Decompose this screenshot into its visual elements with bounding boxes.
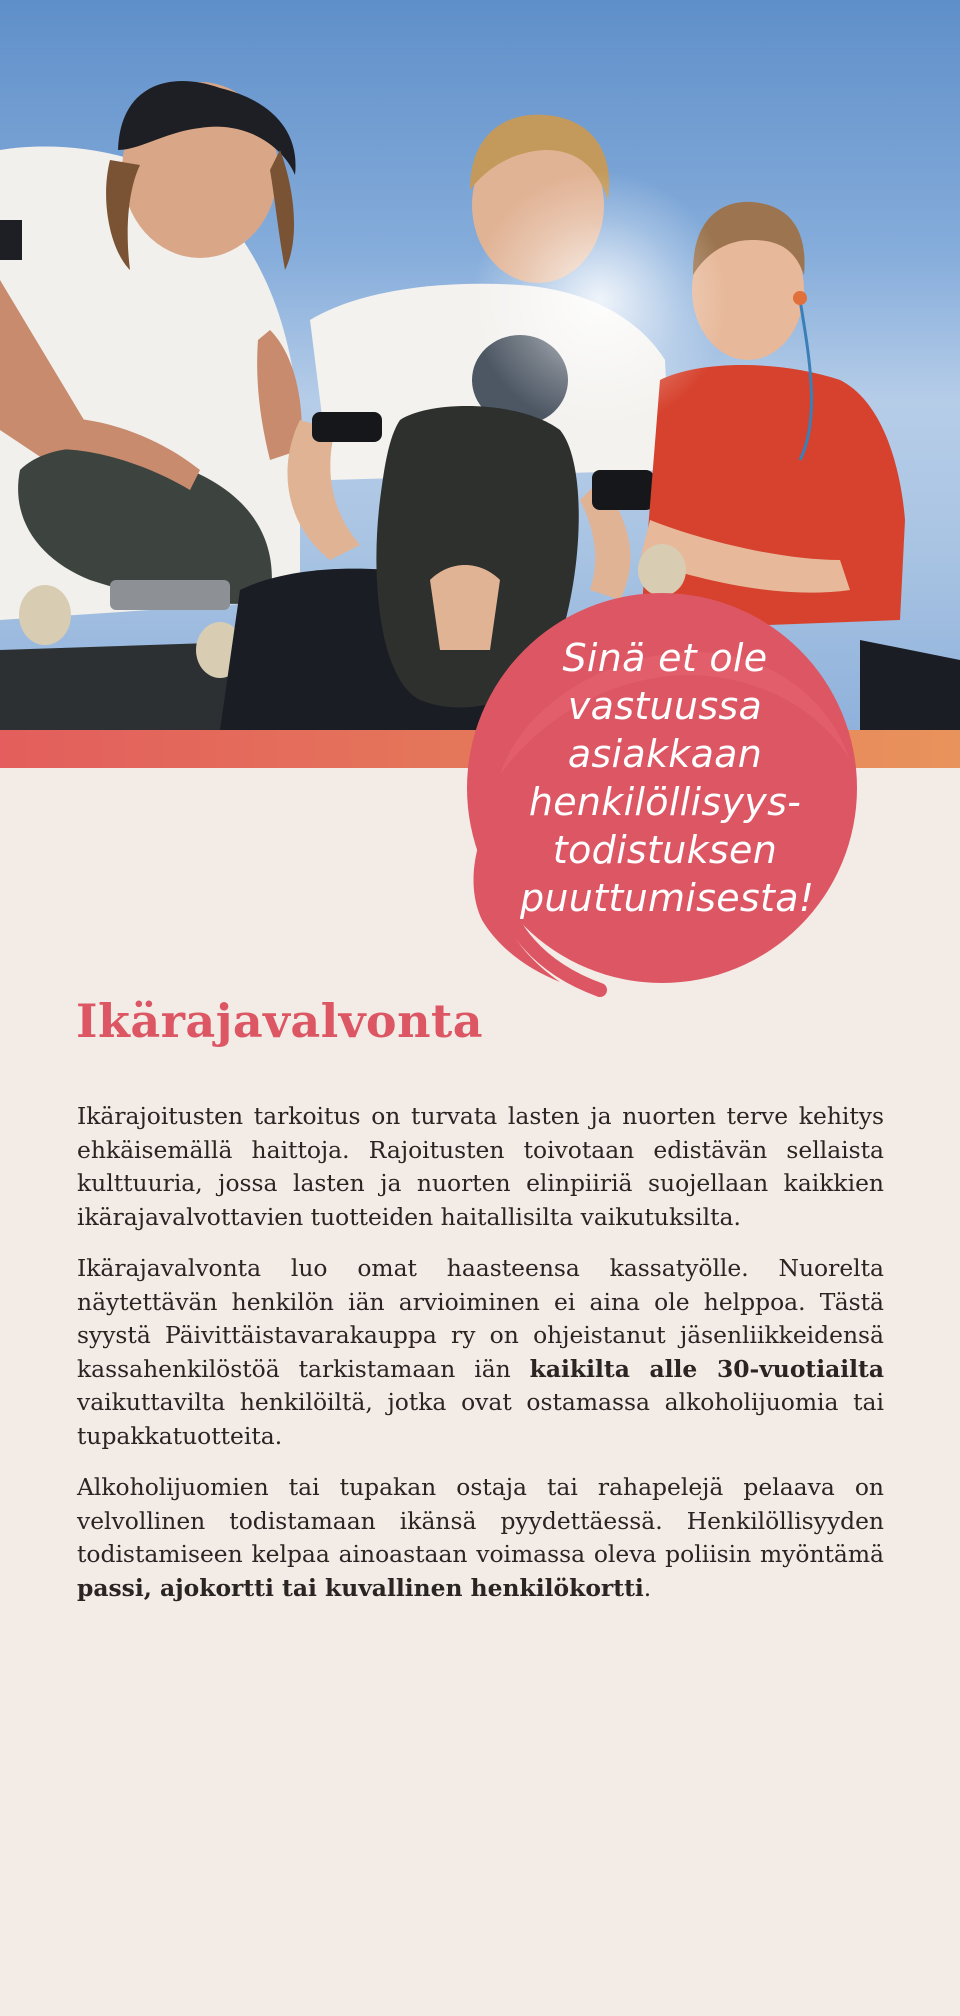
- paragraph-2-start: Ikärajavalvonta luo omat haasteensa kassatyölle. Nuorelta näytettävän henkilön iän arvioiminen ei aina ole helppoa. Tästä syystä Päivittäistavarakauppa ry on ohjeistanut jäsenliikkeidensä kassahenkilöstöä tarkistamaan iän: [77, 1254, 884, 1383]
- speech-bubble-text: [520, 634, 815, 922]
- paragraph-3: [77, 1471, 884, 1605]
- bubble-line: puuttumisesta!: [520, 876, 815, 920]
- paragraph-3-bold: passi, ajokortti tai kuvallinen henkilökortti: [77, 1573, 644, 1602]
- page-title: Ikärajavalvonta: [76, 994, 484, 1048]
- paragraph-1: Ikärajoitusten tarkoitus on turvata lasten ja nuorten terve kehitys ehkäisemällä haittoja. Rajoitusten toivotaan edistävän sellaista kulttuuria, jossa lasten ja nuorten elinpiiriä suojellaan kaikkien ikärajavalvottavien tuotteiden haitallisilta vaikutuksilta.: [77, 1102, 884, 1231]
- bubble-line: asiakkaan: [567, 732, 763, 776]
- paragraph-3-start: Alkoholijuomien tai tupakan ostaja tai rahapelejä pelaava on velvollinen todistamaan ikänsä pyydettäessä. Henkilöllisyyden todistamiseen kelpaa ainoastaan voimassa oleva poliisin myöntämä: [77, 1473, 884, 1568]
- bubble-line: henkilöllisyys-: [528, 780, 802, 824]
- paragraph-2-bold: kaikilta alle 30-vuotiailta: [529, 1354, 884, 1383]
- bubble-line: Sinä et ole: [562, 636, 768, 680]
- bubble-line: vastuussa: [567, 684, 763, 728]
- paragraph-3-end: .: [643, 1573, 652, 1602]
- bubble-line: todistuksen: [552, 828, 778, 872]
- paragraph-2-end: vaikuttavilta henkilöiltä, jotka ovat ostamassa alkoholijuomia tai tupakkatuotteita.: [77, 1388, 884, 1450]
- paragraph-2: [77, 1252, 884, 1453]
- body-text: [77, 1100, 884, 1623]
- sun-glow: [470, 170, 730, 430]
